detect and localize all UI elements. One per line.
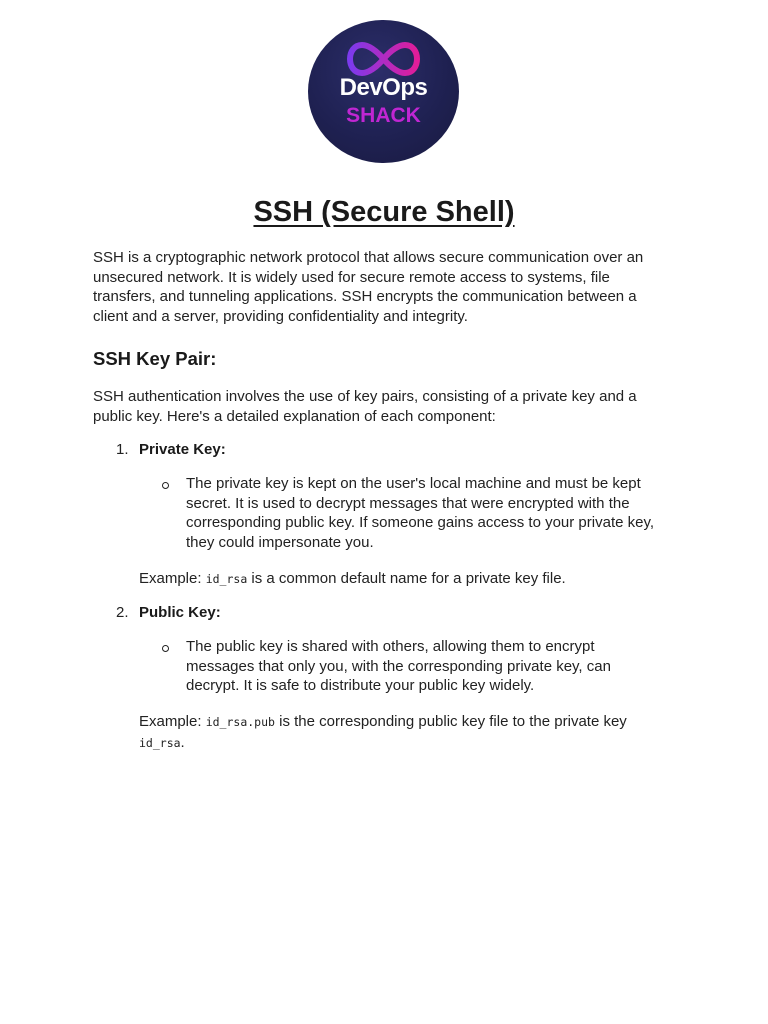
intro-paragraph: SSH is a cryptographic network protocol that allows secure communication over an unsecured network. It is widely used for secure remote access to systems, file transfers, and tunneling applications. SSH encrypts the communication between a client and a server, providing confidentiality and integrity. xyxy=(93,249,644,325)
private-key-filename: id_rsa xyxy=(205,572,248,586)
section-heading: SSH Key Pair: xyxy=(93,348,217,369)
private-key-title: Private Key: xyxy=(139,441,226,458)
private-key-example xyxy=(139,569,679,590)
section-intro-paragraph: SSH authentication involves the use of key pairs, consisting of a private key and a public key. Here's a detailed explanation of each component: xyxy=(93,388,637,425)
example-label: Example: xyxy=(139,570,206,587)
page-title: SSH (Secure Shell) xyxy=(253,196,515,228)
logo-text-shack: SHACK xyxy=(346,104,421,127)
list-number: 2. xyxy=(116,604,129,621)
example-text: is the corresponding public key file to the private key xyxy=(274,713,627,730)
logo-text-devops: DevOps xyxy=(339,74,428,101)
list-number: 1. xyxy=(116,441,129,458)
example-text: is a common default name for a private key file. xyxy=(247,570,566,587)
example-label: Example: xyxy=(139,713,206,730)
public-key-filename: id_rsa.pub xyxy=(205,715,275,729)
bullet-icon xyxy=(162,645,169,652)
private-key-filename: id_rsa xyxy=(139,735,181,750)
public-key-title: Public Key: xyxy=(139,604,221,621)
devops-shack-logo xyxy=(308,20,459,163)
public-key-example xyxy=(139,712,629,753)
public-key-description: The public key is shared with others, allowing them to encrypt messages that only you, with the corresponding private key, can decrypt. It is safe to distribute your public key widely. xyxy=(186,638,611,694)
bullet-icon xyxy=(162,482,169,489)
private-key-description: The private key is kept on the user's local machine and must be kept secret. It is used to decrypt messages that were encrypted with the corresponding public key. If someone gains access to your private key, they could impersonate you. xyxy=(186,475,655,551)
example-end: . xyxy=(180,733,185,751)
